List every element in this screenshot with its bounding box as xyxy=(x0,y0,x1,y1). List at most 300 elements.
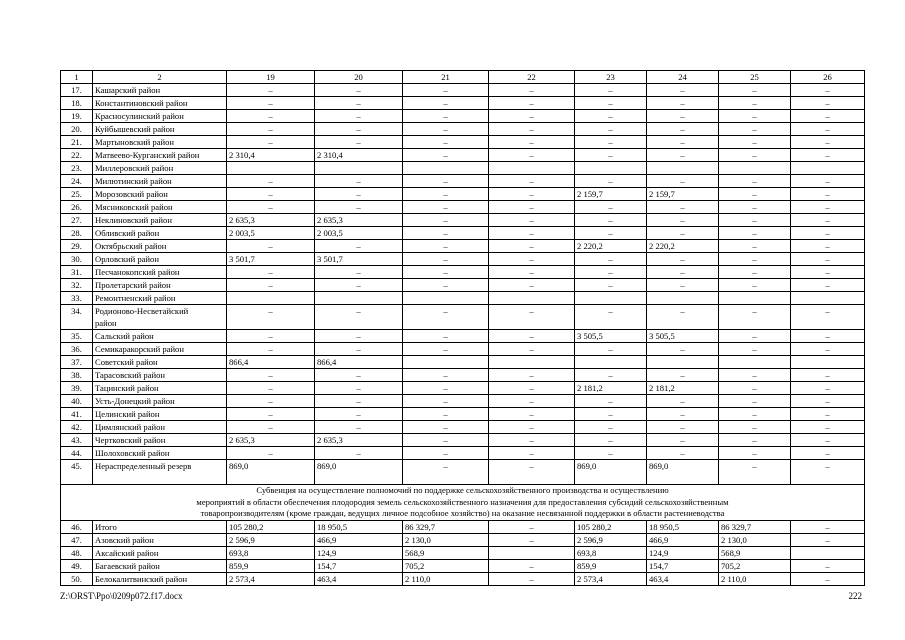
header-cell: 24 xyxy=(647,71,719,84)
value-cell: – xyxy=(791,188,865,201)
table-row xyxy=(61,227,865,240)
district-name: Аксайский район xyxy=(93,546,227,559)
value-cell: – xyxy=(647,110,719,123)
value-cell: – xyxy=(791,149,865,162)
value-cell: – xyxy=(403,253,489,266)
value-cell: – xyxy=(575,421,647,434)
header-cell: 22 xyxy=(489,71,575,84)
value-cell: – xyxy=(791,201,865,214)
table-row xyxy=(61,240,865,253)
value-cell: 3 501,7 xyxy=(227,253,315,266)
table-row xyxy=(61,253,865,266)
value-cell: – xyxy=(791,572,865,585)
value-cell: – xyxy=(647,97,719,110)
value-cell: – xyxy=(791,330,865,343)
value-cell: – xyxy=(719,447,791,460)
value-cell: – xyxy=(489,84,575,97)
value-cell: – xyxy=(227,110,315,123)
value-cell: – xyxy=(489,240,575,253)
value-cell: 869,0 xyxy=(227,460,315,485)
value-cell: – xyxy=(719,110,791,123)
value-cell: – xyxy=(227,201,315,214)
row-number: 32. xyxy=(61,279,93,292)
district-name-line: Родионово-Несветайский xyxy=(95,306,189,316)
value-cell: – xyxy=(489,330,575,343)
row-number: 45. xyxy=(61,460,93,485)
district-name: Тарасовский район xyxy=(93,369,227,382)
value-cell: – xyxy=(575,369,647,382)
value-cell: – xyxy=(403,343,489,356)
row-number: 18. xyxy=(61,97,93,110)
value-cell: 2 181,2 xyxy=(575,382,647,395)
value-cell: – xyxy=(647,279,719,292)
row-number: 41. xyxy=(61,408,93,421)
value-cell xyxy=(227,162,315,175)
table-row xyxy=(61,447,865,460)
district-name: Мартыновский район xyxy=(93,136,227,149)
value-cell: – xyxy=(647,434,719,447)
row-number: 40. xyxy=(61,395,93,408)
value-cell: 154,7 xyxy=(647,559,719,572)
value-cell: – xyxy=(647,369,719,382)
table-row xyxy=(61,395,865,408)
value-cell: – xyxy=(719,149,791,162)
value-cell: – xyxy=(315,408,403,421)
row-number: 27. xyxy=(61,214,93,227)
value-cell: – xyxy=(315,343,403,356)
value-cell: – xyxy=(227,369,315,382)
district-name-line: район xyxy=(95,318,117,328)
value-cell: – xyxy=(791,520,865,533)
footer-file-path: Z:\ORST\Ppo\0209p072.f17.docx xyxy=(60,591,183,601)
value-cell: – xyxy=(719,305,791,330)
value-cell: – xyxy=(315,305,403,330)
value-cell: – xyxy=(489,266,575,279)
value-cell: – xyxy=(227,279,315,292)
value-cell: – xyxy=(719,123,791,136)
table-row xyxy=(61,559,865,572)
value-cell: – xyxy=(403,447,489,460)
value-cell: – xyxy=(791,434,865,447)
value-cell: – xyxy=(575,214,647,227)
value-cell: 18 950,5 xyxy=(647,520,719,533)
value-cell: 2 130,0 xyxy=(719,533,791,546)
value-cell: 2 310,4 xyxy=(315,149,403,162)
value-cell: 105 280,2 xyxy=(227,520,315,533)
value-cell: – xyxy=(647,214,719,227)
value-cell: – xyxy=(719,214,791,227)
value-cell: 2 159,7 xyxy=(647,188,719,201)
value-cell xyxy=(315,162,403,175)
value-cell: – xyxy=(791,227,865,240)
value-cell: – xyxy=(791,240,865,253)
value-cell: – xyxy=(719,175,791,188)
value-cell: 124,9 xyxy=(315,546,403,559)
value-cell xyxy=(315,292,403,305)
district-name: Цимлянский район xyxy=(93,421,227,434)
table-row xyxy=(61,434,865,447)
value-cell: – xyxy=(403,149,489,162)
value-cell: – xyxy=(315,279,403,292)
header-cell: 2 xyxy=(93,71,227,84)
value-cell: 86 329,7 xyxy=(403,520,489,533)
value-cell: – xyxy=(403,188,489,201)
value-cell: – xyxy=(719,395,791,408)
value-cell: – xyxy=(227,84,315,97)
value-cell: – xyxy=(575,434,647,447)
value-cell xyxy=(719,162,791,175)
district-name: Чертковский район xyxy=(93,434,227,447)
data-table xyxy=(60,70,865,586)
row-number: 50. xyxy=(61,572,93,585)
value-cell: – xyxy=(315,369,403,382)
value-cell xyxy=(489,356,575,369)
value-cell: 869,0 xyxy=(575,460,647,485)
value-cell: – xyxy=(791,110,865,123)
value-cell: – xyxy=(791,266,865,279)
value-cell xyxy=(575,356,647,369)
row-number: 42. xyxy=(61,421,93,434)
row-number: 46. xyxy=(61,520,93,533)
value-cell: – xyxy=(791,214,865,227)
value-cell: – xyxy=(647,266,719,279)
value-cell: – xyxy=(489,520,575,533)
row-number: 24. xyxy=(61,175,93,188)
value-cell: – xyxy=(489,447,575,460)
table-row xyxy=(61,421,865,434)
value-cell: – xyxy=(791,447,865,460)
value-cell: – xyxy=(489,253,575,266)
value-cell: – xyxy=(227,123,315,136)
district-name: Кашарский район xyxy=(93,84,227,97)
value-cell: 463,4 xyxy=(315,572,403,585)
value-cell: – xyxy=(647,447,719,460)
table-row xyxy=(61,572,865,585)
value-cell xyxy=(227,292,315,305)
row-number: 19. xyxy=(61,110,93,123)
value-cell: – xyxy=(647,123,719,136)
value-cell xyxy=(403,162,489,175)
value-cell: 2 573,4 xyxy=(227,572,315,585)
value-cell: 105 280,2 xyxy=(575,520,647,533)
header-row xyxy=(61,71,865,84)
value-cell: – xyxy=(489,395,575,408)
value-cell: – xyxy=(575,97,647,110)
value-cell: – xyxy=(575,305,647,330)
district-name: Миллеровский район xyxy=(93,162,227,175)
table-row xyxy=(61,188,865,201)
value-cell: – xyxy=(647,84,719,97)
value-cell: – xyxy=(227,97,315,110)
value-cell: – xyxy=(719,136,791,149)
district-name: Неклиновский район xyxy=(93,214,227,227)
value-cell: – xyxy=(227,305,315,330)
value-cell: – xyxy=(791,460,865,485)
value-cell: 466,9 xyxy=(647,533,719,546)
value-cell: – xyxy=(403,382,489,395)
value-cell: 2 181,2 xyxy=(647,382,719,395)
value-cell: – xyxy=(315,97,403,110)
value-cell: – xyxy=(575,84,647,97)
value-cell: – xyxy=(403,395,489,408)
value-cell: – xyxy=(315,395,403,408)
value-cell: – xyxy=(403,279,489,292)
value-cell: – xyxy=(719,343,791,356)
value-cell: – xyxy=(489,572,575,585)
district-name: Целинский район xyxy=(93,408,227,421)
row-number: 21. xyxy=(61,136,93,149)
district-name: Итого xyxy=(93,520,227,533)
table-row xyxy=(61,533,865,546)
section-heading-line: товаропроизводителям (кроме граждан, ведущих личное подсобное хозяйство) на оказание несвязанной поддержки в области растениеводства xyxy=(200,508,725,518)
value-cell: – xyxy=(315,175,403,188)
district-name: Тацинский район xyxy=(93,382,227,395)
value-cell: – xyxy=(227,266,315,279)
value-cell: – xyxy=(647,343,719,356)
value-cell: – xyxy=(575,110,647,123)
value-cell: 2 635,3 xyxy=(227,214,315,227)
district-name xyxy=(93,305,227,330)
value-cell: – xyxy=(227,188,315,201)
value-cell: – xyxy=(315,136,403,149)
value-cell: – xyxy=(227,240,315,253)
value-cell: – xyxy=(575,227,647,240)
value-cell xyxy=(791,356,865,369)
row-number: 39. xyxy=(61,382,93,395)
value-cell: – xyxy=(647,253,719,266)
district-name: Сальский район xyxy=(93,330,227,343)
value-cell: – xyxy=(489,149,575,162)
district-name: Нераспределенный резерв xyxy=(93,460,227,485)
value-cell: 2 220,2 xyxy=(647,240,719,253)
value-cell: – xyxy=(315,201,403,214)
value-cell xyxy=(791,292,865,305)
row-number: 37. xyxy=(61,356,93,369)
value-cell: – xyxy=(315,266,403,279)
value-cell: – xyxy=(719,253,791,266)
district-name: Матвеево-Курганский район xyxy=(93,149,227,162)
value-cell: – xyxy=(315,382,403,395)
value-cell: – xyxy=(575,395,647,408)
row-number: 35. xyxy=(61,330,93,343)
value-cell: – xyxy=(719,266,791,279)
district-name: Пролетарский район xyxy=(93,279,227,292)
row-number: 48. xyxy=(61,546,93,559)
district-name: Белокалитвинский район xyxy=(93,572,227,585)
district-name: Морозовский район xyxy=(93,188,227,201)
value-cell: – xyxy=(791,123,865,136)
row-number: 36. xyxy=(61,343,93,356)
value-cell: 2 130,0 xyxy=(403,533,489,546)
value-cell: – xyxy=(575,123,647,136)
value-cell: – xyxy=(403,240,489,253)
value-cell: – xyxy=(227,136,315,149)
value-cell: – xyxy=(227,343,315,356)
table-row xyxy=(61,123,865,136)
row-number: 17. xyxy=(61,84,93,97)
header-cell: 1 xyxy=(61,71,93,84)
table-row xyxy=(61,460,865,485)
value-cell: – xyxy=(227,447,315,460)
value-cell: – xyxy=(719,421,791,434)
value-cell: – xyxy=(719,279,791,292)
value-cell: 2 003,5 xyxy=(315,227,403,240)
value-cell: 3 505,5 xyxy=(647,330,719,343)
value-cell: – xyxy=(719,84,791,97)
value-cell: – xyxy=(227,408,315,421)
value-cell: – xyxy=(791,559,865,572)
row-number: 29. xyxy=(61,240,93,253)
value-cell: – xyxy=(403,266,489,279)
value-cell: – xyxy=(315,123,403,136)
district-name: Октябрьский район xyxy=(93,240,227,253)
table-row xyxy=(61,305,865,330)
value-cell: 154,7 xyxy=(315,559,403,572)
value-cell: 2 573,4 xyxy=(575,572,647,585)
table-row xyxy=(61,110,865,123)
value-cell: – xyxy=(315,240,403,253)
section-heading-line: мероприятий в области обеспечения плодородия земель сельскохозяйственного назначения для предоставления субсидий сельскохозяйственным xyxy=(196,496,729,507)
table-row xyxy=(61,369,865,382)
value-cell: 86 329,7 xyxy=(719,520,791,533)
district-name: Шолоховский район xyxy=(93,447,227,460)
value-cell: – xyxy=(791,343,865,356)
value-cell: 859,9 xyxy=(227,559,315,572)
value-cell: – xyxy=(315,84,403,97)
value-cell: – xyxy=(403,408,489,421)
value-cell: – xyxy=(315,330,403,343)
value-cell: – xyxy=(647,201,719,214)
value-cell: – xyxy=(791,533,865,546)
value-cell: – xyxy=(227,175,315,188)
value-cell: 866,4 xyxy=(315,356,403,369)
value-cell: 2 635,3 xyxy=(227,434,315,447)
value-cell: – xyxy=(575,266,647,279)
row-number: 22. xyxy=(61,149,93,162)
row-number: 47. xyxy=(61,533,93,546)
value-cell: 2 310,4 xyxy=(227,149,315,162)
value-cell: – xyxy=(403,421,489,434)
value-cell: – xyxy=(719,227,791,240)
value-cell: – xyxy=(227,330,315,343)
district-name: Обливский район xyxy=(93,227,227,240)
value-cell: – xyxy=(489,460,575,485)
header-cell: 20 xyxy=(315,71,403,84)
value-cell: – xyxy=(647,305,719,330)
value-cell: – xyxy=(791,253,865,266)
value-cell: – xyxy=(489,434,575,447)
district-name: Мясниковский район xyxy=(93,201,227,214)
table-row xyxy=(61,266,865,279)
value-cell: 2 159,7 xyxy=(575,188,647,201)
value-cell: – xyxy=(403,330,489,343)
value-cell: – xyxy=(791,97,865,110)
table-row xyxy=(61,279,865,292)
value-cell: – xyxy=(791,136,865,149)
value-cell: – xyxy=(647,395,719,408)
value-cell: – xyxy=(489,201,575,214)
value-cell: – xyxy=(575,279,647,292)
value-cell: – xyxy=(791,175,865,188)
value-cell: – xyxy=(403,110,489,123)
value-cell: – xyxy=(575,201,647,214)
district-name: Усть-Донецкий район xyxy=(93,395,227,408)
value-cell xyxy=(403,356,489,369)
value-cell: – xyxy=(489,175,575,188)
value-cell: – xyxy=(575,136,647,149)
value-cell: 693,8 xyxy=(227,546,315,559)
value-cell: 568,9 xyxy=(403,546,489,559)
value-cell: – xyxy=(719,240,791,253)
district-name: Багаевский район xyxy=(93,559,227,572)
value-cell: – xyxy=(403,227,489,240)
row-number: 28. xyxy=(61,227,93,240)
table-row xyxy=(61,214,865,227)
value-cell: – xyxy=(489,214,575,227)
value-cell: – xyxy=(403,97,489,110)
value-cell: – xyxy=(489,343,575,356)
table-row xyxy=(61,330,865,343)
header-cell: 23 xyxy=(575,71,647,84)
value-cell: – xyxy=(575,149,647,162)
value-cell: – xyxy=(791,84,865,97)
value-cell: 869,0 xyxy=(315,460,403,485)
table-row xyxy=(61,201,865,214)
value-cell: – xyxy=(489,559,575,572)
value-cell xyxy=(575,162,647,175)
value-cell: – xyxy=(719,201,791,214)
footer-page-number: 222 xyxy=(848,591,862,601)
value-cell: – xyxy=(719,97,791,110)
row-number: 33. xyxy=(61,292,93,305)
value-cell: – xyxy=(403,214,489,227)
value-cell: – xyxy=(489,369,575,382)
table-row xyxy=(61,356,865,369)
value-cell: – xyxy=(227,395,315,408)
table-body xyxy=(61,71,865,586)
value-cell: 2 596,9 xyxy=(227,533,315,546)
district-name: Семикаракорский район xyxy=(93,343,227,356)
value-cell: 2 003,5 xyxy=(227,227,315,240)
district-name: Милютинский район xyxy=(93,175,227,188)
value-cell: – xyxy=(719,408,791,421)
table-row xyxy=(61,343,865,356)
value-cell: – xyxy=(791,305,865,330)
value-cell: – xyxy=(791,395,865,408)
value-cell: – xyxy=(315,188,403,201)
value-cell: – xyxy=(719,460,791,485)
value-cell: – xyxy=(719,434,791,447)
table-row xyxy=(61,162,865,175)
header-cell: 19 xyxy=(227,71,315,84)
row-number: 26. xyxy=(61,201,93,214)
value-cell: 2 635,3 xyxy=(315,214,403,227)
value-cell: – xyxy=(315,110,403,123)
value-cell: – xyxy=(719,369,791,382)
value-cell xyxy=(489,546,575,559)
value-cell: – xyxy=(403,305,489,330)
value-cell: – xyxy=(403,175,489,188)
value-cell xyxy=(791,546,865,559)
table-row xyxy=(61,546,865,559)
district-name: Орловский район xyxy=(93,253,227,266)
value-cell: – xyxy=(489,305,575,330)
value-cell: – xyxy=(489,97,575,110)
value-cell: 18 950,5 xyxy=(315,520,403,533)
value-cell: 466,9 xyxy=(315,533,403,546)
value-cell: – xyxy=(719,188,791,201)
row-number: 43. xyxy=(61,434,93,447)
